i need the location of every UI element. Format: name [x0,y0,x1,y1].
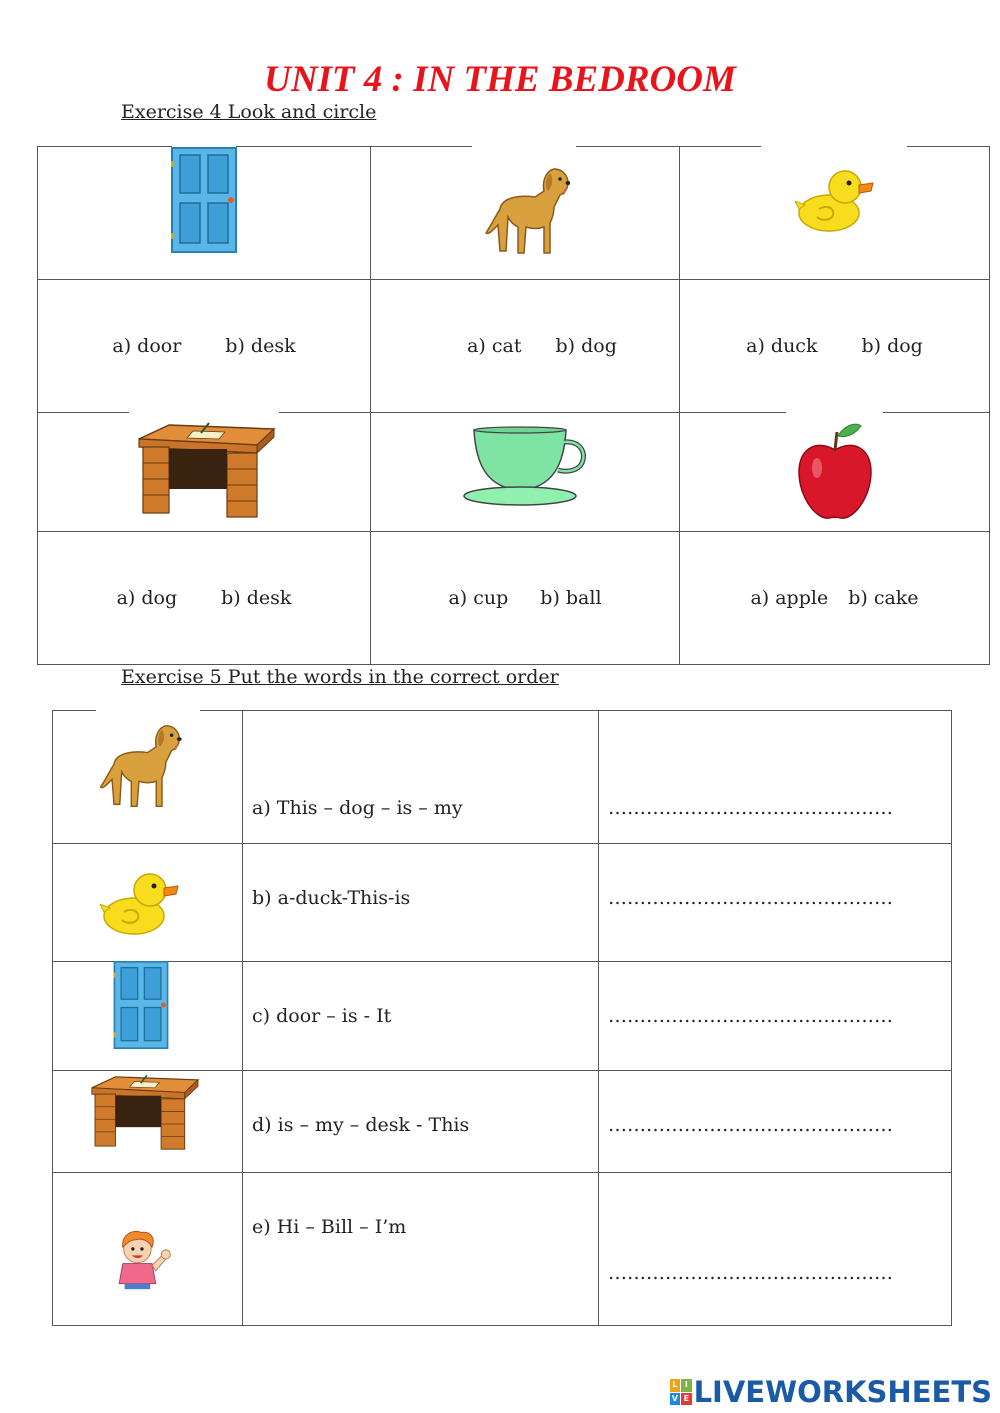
scrambled-sentence: d) is – my – desk - This [252,1114,470,1136]
scrambled-sentence: b) a-duck-This-is [252,887,411,909]
exercise-4-heading: Exercise 4 Look and circle [121,101,377,123]
exercise-4-table [37,146,990,665]
option-b[interactable]: b) dog [861,335,923,357]
option-a[interactable]: a) duck [746,335,818,357]
ex4-option-cell [371,532,679,664]
ex4-picture-cell [680,147,989,279]
scrambled-sentence: e) Hi – Bill – I’m [252,1216,407,1238]
ex5-picture-cell [53,711,242,843]
liveworksheets-logo[interactable] [670,1375,992,1409]
exercise-5-table [52,710,952,1326]
boy-icon [110,1227,174,1291]
ex4-option-cell [38,532,370,664]
ex4-picture-cell [38,413,370,531]
badge-letter: L [670,1379,681,1392]
door-icon [108,961,174,1049]
ex4-option-cell [680,280,989,412]
page-title: UNIT 4 : IN THE BEDROOM [264,59,736,100]
desk-icon [129,421,279,521]
brand-name: LIVEWORKSHEETS [693,1375,992,1409]
door-icon [171,147,237,253]
badge-letter: V [670,1393,681,1406]
option-a[interactable]: a) cat [467,335,522,357]
ex4-picture-cell [371,147,679,279]
scrambled-sentence: a) This – dog – is – my [252,797,463,819]
ex4-picture-cell [38,147,370,279]
scrambled-sentence: c) door – is - It [252,1005,392,1027]
option-a[interactable]: a) apple [750,587,829,609]
ex4-option-cell [371,280,679,412]
answer-line[interactable]: ……………………………………… [608,797,893,819]
option-b[interactable]: b) ball [540,587,602,609]
ex4-picture-cell [680,413,989,531]
duck-icon [795,165,875,235]
duck-icon [100,868,180,938]
option-b[interactable]: b) dog [555,335,617,357]
desk-icon [84,1071,202,1155]
ex4-option-cell [680,532,989,664]
option-a[interactable]: a) door [112,335,182,357]
badge-letter: E [681,1393,692,1406]
exercise-5-heading: Exercise 5 Put the words in the correct order [121,666,559,688]
ex4-picture-cell [371,413,679,531]
apple-icon [795,422,875,522]
cup-icon [460,426,590,510]
option-b[interactable]: b) desk [225,335,296,357]
ex5-picture-cell [53,1173,242,1325]
option-b[interactable]: b) desk [221,587,292,609]
answer-line[interactable]: ……………………………………… [608,1005,893,1027]
ex5-picture-cell [53,844,242,961]
answer-line[interactable]: ……………………………………… [608,887,893,909]
ex4-option-cell [38,280,370,412]
option-a[interactable]: a) dog [116,587,178,609]
ex5-picture-cell [53,962,242,1070]
logo-badge-icon [670,1379,692,1405]
dog-icon [94,718,182,814]
ex5-picture-cell [53,1071,242,1172]
badge-letter: I [681,1379,692,1392]
dog-icon [480,161,570,261]
option-b[interactable]: b) cake [848,587,919,609]
answer-line[interactable]: ……………………………………… [608,1114,893,1136]
option-a[interactable]: a) cup [448,587,509,609]
answer-line[interactable]: ……………………………………… [608,1262,893,1284]
